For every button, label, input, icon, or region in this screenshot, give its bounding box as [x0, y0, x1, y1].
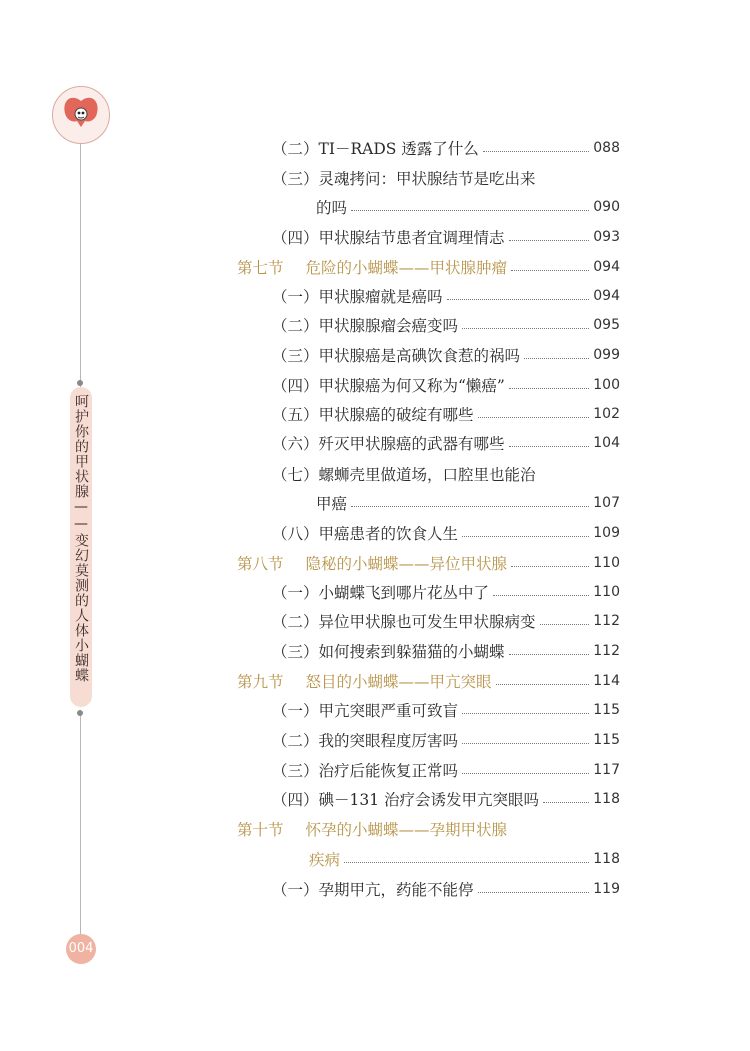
toc-entry-title: （二）TI－RADS 透露了什么: [272, 140, 479, 158]
toc-page-number: 114: [593, 673, 620, 689]
toc-page-number: 104: [593, 435, 620, 451]
toc-dot-leader: [509, 446, 590, 447]
toc-page-number: 094: [593, 288, 620, 304]
toc-page-number: 119: [593, 881, 620, 897]
toc-page-number: 107: [593, 495, 620, 511]
toc-entry-row[interactable]: [272, 135, 620, 161]
toc-entry-title: （七）螺蛳壳里做道场，口腔里也能治: [272, 466, 536, 484]
toc-dot-leader: [344, 862, 589, 863]
toc-entry-row[interactable]: [316, 490, 620, 516]
toc-dot-leader: [509, 654, 590, 655]
toc-dot-leader: [511, 270, 589, 271]
toc-entry-title: （六）歼灭甲状腺癌的武器有哪些: [272, 435, 505, 453]
toc-page-number: 117: [593, 762, 620, 778]
toc-page-number: 093: [593, 229, 620, 245]
toc-dot-leader: [483, 151, 589, 152]
toc-entry-row[interactable]: [272, 757, 620, 783]
toc-entry-row[interactable]: [272, 401, 620, 427]
toc-section-row[interactable]: [237, 550, 620, 576]
toc-entry-row[interactable]: [272, 786, 620, 812]
toc-page-number: 110: [593, 584, 620, 600]
toc-page-number: 118: [593, 851, 620, 867]
toc-dot-leader: [462, 713, 589, 714]
toc-page-number: 112: [593, 643, 620, 659]
toc-page-number: 118: [593, 791, 620, 807]
toc-entry-row[interactable]: [272, 520, 620, 546]
toc-section-label: 第十节: [237, 821, 284, 839]
toc-entry-title: （一）甲亢突眼严重可致盲: [272, 702, 459, 720]
toc-entry-title: （五）甲状腺癌的破绽有哪些: [272, 406, 474, 424]
toc-entry-title: 的吗: [316, 199, 348, 217]
toc-entry-row[interactable]: [272, 876, 620, 902]
toc-page-number: 100: [593, 377, 620, 393]
toc-entry-row[interactable]: [272, 608, 620, 634]
page-number-badge: 004: [66, 934, 96, 964]
toc-dot-leader: [478, 417, 590, 418]
toc-entry-row[interactable]: [272, 312, 620, 338]
toc-entry-title: 危险的小蝴蝶——甲状腺肿瘤: [305, 259, 508, 277]
toc-dot-leader: [543, 802, 589, 803]
toc-dot-leader: [462, 743, 589, 744]
toc-dot-leader: [509, 388, 589, 389]
toc-entry-title: 甲癌: [316, 495, 348, 513]
toc-dot-leader: [447, 299, 590, 300]
toc-entry-title: （一）甲状腺瘤就是癌吗: [272, 288, 443, 306]
toc-entry-row[interactable]: [272, 697, 620, 723]
toc-dot-leader: [496, 684, 590, 685]
toc-entry-title: （三）甲状腺癌是高碘饮食惹的祸吗: [272, 347, 521, 365]
toc-dot-leader: [351, 506, 589, 507]
toc-entry-title: 怒目的小蝴蝶——甲亢突眼: [305, 673, 492, 691]
toc-dot-leader: [493, 595, 589, 596]
toc-section-row[interactable]: [237, 816, 620, 842]
toc-entry-title: 疾病: [309, 851, 341, 869]
toc-entry-title: 怀孕的小蝴蝶——孕期甲状腺: [305, 821, 508, 839]
toc-entry-title: （一）小蝴蝶飞到哪片花丛中了: [272, 584, 490, 602]
toc-page-number: 110: [593, 555, 620, 571]
toc-page-number: 109: [593, 525, 620, 541]
toc-dot-leader: [511, 566, 589, 567]
toc-entry-title: 隐秘的小蝴蝶——异位甲状腺: [305, 555, 508, 573]
book-vertical-title: 呵护你的甲状腺——变幻莫测的人体小蝴蝶: [73, 394, 89, 683]
toc-dot-leader: [462, 773, 589, 774]
toc-page-number: 088: [593, 140, 620, 156]
toc-page-number: 094: [593, 259, 620, 275]
toc-page-number: 090: [593, 199, 620, 215]
toc-entry-row[interactable]: [272, 579, 620, 605]
toc-entry-row[interactable]: [272, 638, 620, 664]
toc-entry-title: （三）治疗后能恢复正常吗: [272, 762, 459, 780]
toc-page-number: 102: [593, 406, 620, 422]
toc-entry-title: （四）碘－131 治疗会诱发甲亢突眼吗: [272, 791, 540, 809]
toc-entry-title: （三）如何搜索到躲猫猫的小蝴蝶: [272, 643, 505, 661]
toc-section-label: 第九节: [237, 673, 284, 691]
toc-entry-title: （二）异位甲状腺也可发生甲状腺病变: [272, 613, 536, 631]
toc-dot-leader: [478, 892, 590, 893]
toc-entry-title: （一）孕期甲亢，药能不能停: [272, 881, 474, 899]
toc-entry-row[interactable]: [316, 194, 620, 220]
toc-entry-row[interactable]: [272, 372, 620, 398]
toc-entry-row[interactable]: [272, 224, 620, 250]
toc-section-label: 第八节: [237, 555, 284, 573]
toc-entry-title: （二）甲状腺腺瘤会癌变吗: [272, 317, 459, 335]
toc-entry-row[interactable]: [272, 342, 620, 368]
toc-entry-row[interactable]: [272, 430, 620, 456]
toc-entry-title: （二）我的突眼程度厉害吗: [272, 732, 459, 750]
toc-section-row[interactable]: [237, 254, 620, 280]
toc-dot-leader: [462, 328, 589, 329]
toc-entry-title: （四）甲状腺结节患者宜调理情志: [272, 229, 505, 247]
toc-page-number: 115: [593, 732, 620, 748]
toc-entry-row[interactable]: [272, 461, 620, 487]
toc-page-number: 115: [593, 702, 620, 718]
toc-entry-row[interactable]: [272, 165, 620, 191]
toc-entry-row[interactable]: [272, 283, 620, 309]
toc-section-row[interactable]: [237, 668, 620, 694]
toc-dot-leader: [509, 240, 590, 241]
toc-dot-leader: [351, 210, 589, 211]
toc-entry-row[interactable]: [309, 846, 620, 872]
toc-entry-title: （八）甲癌患者的饮食人生: [272, 525, 459, 543]
toc-entry-title: （四）甲状腺癌为何又称为“懒癌”: [272, 377, 505, 395]
toc-dot-leader: [524, 358, 589, 359]
toc-page-number: 095: [593, 317, 620, 333]
toc-dot-leader: [462, 536, 589, 537]
toc-entry-row[interactable]: [272, 727, 620, 753]
toc-entry-title: （三）灵魂拷问：甲状腺结节是吃出来: [272, 170, 536, 188]
toc-section-label: 第七节: [237, 259, 284, 277]
toc-page-number: 099: [593, 347, 620, 363]
toc-dot-leader: [540, 624, 590, 625]
toc-page-number: 112: [593, 613, 620, 629]
